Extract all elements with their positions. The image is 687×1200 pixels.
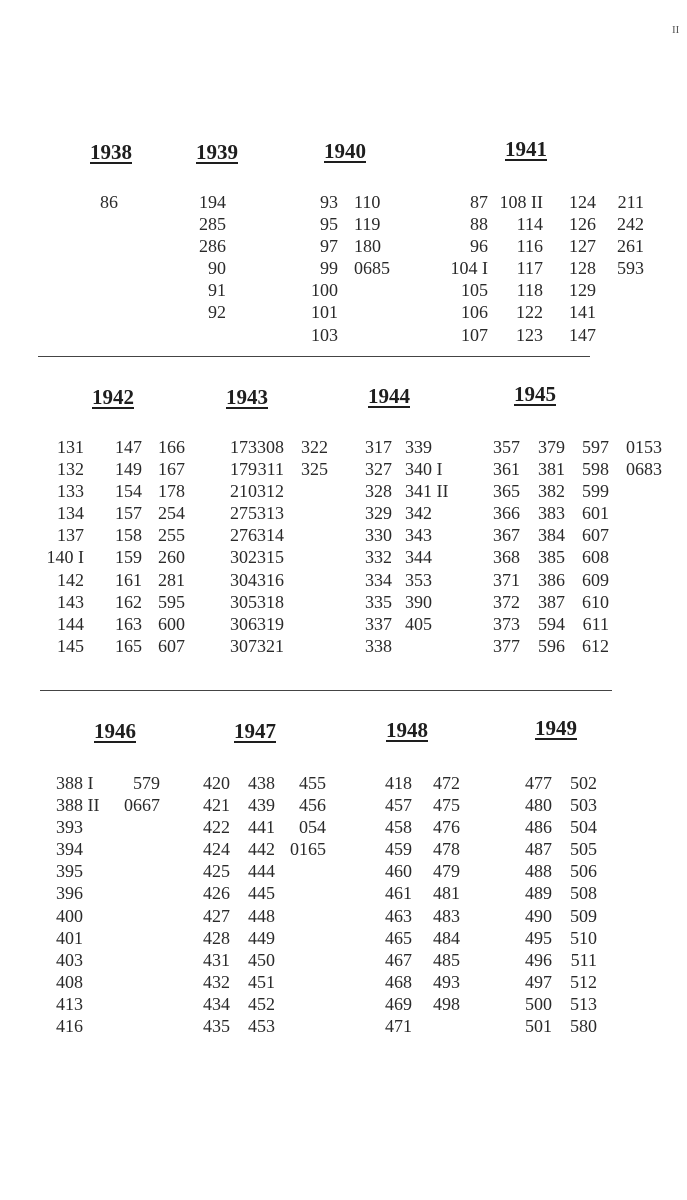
index-number: 339 [405, 437, 432, 457]
index-number: 0683 [626, 459, 662, 480]
index-number: 593 [617, 258, 644, 279]
index-number: 316 [257, 569, 284, 590]
index-number: 334 [365, 569, 392, 590]
index-number: 161 [115, 569, 142, 590]
index-number: 490 [525, 905, 552, 926]
year-heading-1938: 1938 [90, 140, 132, 164]
index-number: 179 [230, 459, 257, 480]
index-number: 308 [257, 437, 284, 457]
index-number: 612 [582, 635, 609, 656]
number-column [405, 436, 465, 635]
index-number: 340 I [405, 459, 443, 480]
index-number: 255 [158, 525, 185, 546]
number-column [24, 436, 84, 657]
index-number: 368 [493, 547, 520, 568]
index-number: 422 [203, 817, 230, 838]
number-column [549, 436, 609, 657]
index-number: 401 [56, 927, 83, 948]
year-heading-1939: 1939 [196, 140, 238, 164]
index-number: 487 [525, 839, 552, 860]
index-number: 281 [158, 569, 185, 590]
index-number: 116 [516, 236, 543, 257]
index-number: 261 [617, 236, 644, 257]
index-number: 579 [133, 773, 160, 793]
year-heading-1945: 1945 [514, 382, 556, 406]
index-number: 413 [56, 993, 83, 1014]
number-column [268, 436, 328, 480]
year-heading-1946: 1946 [94, 719, 136, 743]
index-number: 315 [257, 547, 284, 568]
index-number: 344 [405, 547, 432, 568]
section-divider [40, 690, 612, 691]
year-heading-1943: 1943 [226, 385, 268, 409]
index-number: 596 [538, 635, 565, 656]
index-number: 343 [405, 525, 432, 546]
index-number: 123 [516, 324, 543, 345]
index-number: 142 [57, 569, 84, 590]
index-number: 194 [199, 192, 226, 212]
year-heading-1949: 1949 [535, 716, 577, 740]
index-number: 428 [203, 927, 230, 948]
index-number: 353 [405, 569, 432, 590]
index-number: 377 [493, 635, 520, 656]
index-number: 456 [299, 795, 326, 816]
number-column [584, 191, 644, 279]
index-number: 285 [199, 214, 226, 235]
index-number: 159 [115, 547, 142, 568]
index-number: 503 [570, 795, 597, 816]
index-number: 127 [569, 236, 596, 257]
index-number: 448 [248, 905, 275, 926]
index-number: 379 [538, 437, 565, 457]
index-number: 325 [301, 459, 328, 480]
index-number: 332 [365, 547, 392, 568]
index-number: 445 [248, 883, 275, 904]
index-number: 97 [320, 236, 338, 257]
index-number: 390 [405, 591, 432, 612]
year-heading-1944: 1944 [368, 384, 410, 408]
index-number: 133 [57, 481, 84, 502]
index-number: 496 [525, 949, 552, 970]
number-column [166, 191, 226, 324]
index-number: 95 [320, 214, 338, 235]
index-number: 441 [248, 817, 275, 838]
index-number: 388 I [56, 773, 94, 793]
index-number: 493 [433, 971, 460, 992]
index-number: 311 [257, 459, 284, 480]
index-number: 149 [115, 459, 142, 480]
index-number: 481 [433, 883, 460, 904]
index-number: 318 [257, 591, 284, 612]
index-number: 455 [299, 773, 326, 793]
number-column [266, 772, 326, 860]
index-number: 431 [203, 949, 230, 970]
index-number: 165 [115, 635, 142, 656]
year-heading-1947: 1947 [234, 719, 276, 743]
index-number: 157 [115, 503, 142, 524]
index-number: 0667 [124, 795, 160, 816]
number-column [428, 191, 488, 346]
index-number: 366 [493, 503, 520, 524]
index-number: 211 [617, 192, 644, 212]
index-number: 458 [385, 817, 412, 838]
index-number: 459 [385, 839, 412, 860]
index-number: 124 [569, 192, 596, 212]
index-number: 608 [582, 547, 609, 568]
index-number: 510 [570, 927, 597, 948]
index-number: 173 [230, 437, 257, 457]
index-number: 137 [57, 525, 84, 546]
index-number: 610 [582, 591, 609, 612]
index-number: 180 [354, 236, 381, 257]
index-number: 92 [208, 302, 226, 323]
index-number: 335 [365, 591, 392, 612]
index-number: 86 [100, 192, 118, 212]
index-number: 312 [257, 481, 284, 502]
index-number: 495 [525, 927, 552, 948]
number-column [332, 436, 392, 657]
index-number: 485 [433, 949, 460, 970]
index-number: 434 [203, 993, 230, 1014]
index-number: 108 II [499, 192, 543, 212]
index-number: 438 [248, 773, 275, 793]
index-number: 580 [570, 1016, 597, 1037]
index-number: 400 [56, 905, 83, 926]
index-number: 338 [365, 635, 392, 656]
index-number: 463 [385, 905, 412, 926]
index-number: 330 [365, 525, 392, 546]
index-number: 480 [525, 795, 552, 816]
index-number: 126 [569, 214, 596, 235]
index-number: 319 [257, 613, 284, 634]
index-number: 242 [617, 214, 644, 235]
index-number: 361 [493, 459, 520, 480]
index-number: 371 [493, 569, 520, 590]
page-number: II [672, 24, 680, 36]
index-number: 416 [56, 1016, 83, 1037]
index-number: 607 [582, 525, 609, 546]
index-number: 395 [56, 861, 83, 882]
index-number: 469 [385, 993, 412, 1014]
index-number: 367 [493, 525, 520, 546]
index-number: 478 [433, 839, 460, 860]
index-number: 144 [57, 613, 84, 634]
index-number: 275 [230, 503, 257, 524]
index-number: 93 [320, 192, 338, 212]
index-number: 0153 [626, 437, 662, 457]
index-number: 327 [365, 459, 392, 480]
number-column [400, 772, 460, 1015]
index-number: 140 I [46, 547, 84, 568]
index-number: 365 [493, 481, 520, 502]
index-number: 385 [538, 547, 565, 568]
index-number: 166 [158, 437, 185, 457]
index-number: 118 [516, 280, 543, 301]
index-number: 317 [365, 437, 392, 457]
index-number: 457 [385, 795, 412, 816]
index-number: 501 [525, 1016, 552, 1037]
section-divider [38, 356, 590, 357]
index-number: 305 [230, 591, 257, 612]
index-number: 420 [203, 773, 230, 793]
index-number: 276 [230, 525, 257, 546]
index-number: 321 [257, 635, 284, 656]
index-number: 418 [385, 773, 412, 793]
index-number: 444 [248, 861, 275, 882]
index-number: 114 [516, 214, 543, 235]
index-number: 210 [230, 481, 257, 502]
index-number: 497 [525, 971, 552, 992]
index-number: 143 [57, 591, 84, 612]
index-number: 486 [525, 817, 552, 838]
index-number: 595 [158, 591, 185, 612]
year-heading-1948: 1948 [386, 718, 428, 742]
index-number: 054 [299, 817, 326, 838]
index-number: 314 [257, 525, 284, 546]
index-number: 122 [516, 302, 543, 323]
index-number: 432 [203, 971, 230, 992]
index-number: 475 [433, 795, 460, 816]
index-number: 387 [538, 591, 565, 612]
index-number: 304 [230, 569, 257, 590]
index-number: 468 [385, 971, 412, 992]
index-number: 403 [56, 949, 83, 970]
index-number: 302 [230, 547, 257, 568]
index-number: 506 [570, 861, 597, 882]
index-number: 461 [385, 883, 412, 904]
index-number: 373 [493, 613, 520, 634]
index-number: 471 [385, 1016, 412, 1037]
index-number: 405 [405, 613, 432, 634]
index-number: 328 [365, 481, 392, 502]
index-number: 357 [493, 437, 520, 457]
index-number: 483 [433, 905, 460, 926]
index-number: 90 [208, 258, 226, 279]
index-number: 103 [311, 324, 338, 345]
index-number: 99 [320, 258, 338, 279]
index-number: 502 [570, 773, 597, 793]
index-number: 452 [248, 993, 275, 1014]
index-number: 609 [582, 569, 609, 590]
number-column [354, 191, 414, 279]
index-number: 96 [470, 236, 488, 257]
index-number: 286 [199, 236, 226, 257]
index-number: 394 [56, 839, 83, 860]
index-number: 178 [158, 481, 185, 502]
index-number: 484 [433, 927, 460, 948]
index-number: 472 [433, 773, 460, 793]
index-number: 449 [248, 927, 275, 948]
index-number: 500 [525, 993, 552, 1014]
index-number: 421 [203, 795, 230, 816]
index-number: 131 [57, 437, 84, 457]
index-number: 384 [538, 525, 565, 546]
index-number: 488 [525, 861, 552, 882]
index-number: 607 [158, 635, 185, 656]
index-number: 393 [56, 817, 83, 838]
index-number: 87 [470, 192, 488, 212]
index-number: 105 [461, 280, 488, 301]
index-number: 313 [257, 503, 284, 524]
index-number: 167 [158, 459, 185, 480]
index-number: 465 [385, 927, 412, 948]
index-number: 467 [385, 949, 412, 970]
index-number: 119 [354, 214, 381, 235]
number-column [602, 436, 662, 480]
index-number: 128 [569, 258, 596, 279]
index-number: 476 [433, 817, 460, 838]
index-number: 594 [538, 613, 565, 634]
index-number: 598 [582, 459, 609, 480]
index-number: 129 [569, 280, 596, 301]
index-number: 498 [433, 993, 460, 1014]
number-column [537, 772, 597, 1037]
index-number: 158 [115, 525, 142, 546]
index-number: 322 [301, 437, 328, 457]
index-number: 477 [525, 773, 552, 793]
index-number: 508 [570, 883, 597, 904]
index-number: 106 [461, 302, 488, 323]
index-number: 342 [405, 503, 432, 524]
index-number: 0165 [290, 839, 326, 860]
index-number: 426 [203, 883, 230, 904]
index-number: 104 I [450, 258, 488, 279]
index-number: 512 [570, 971, 597, 992]
index-number: 372 [493, 591, 520, 612]
index-number: 107 [461, 324, 488, 345]
index-number: 601 [582, 503, 609, 524]
index-number: 424 [203, 839, 230, 860]
index-number: 383 [538, 503, 565, 524]
index-number: 147 [569, 324, 596, 345]
index-number: 341 II [405, 481, 449, 502]
index-number: 163 [115, 613, 142, 634]
index-number: 460 [385, 861, 412, 882]
index-number: 450 [248, 949, 275, 970]
index-number: 141 [569, 302, 596, 323]
index-number: 381 [538, 459, 565, 480]
index-number: 329 [365, 503, 392, 524]
index-number: 599 [582, 481, 609, 502]
index-number: 386 [538, 569, 565, 590]
index-number: 162 [115, 591, 142, 612]
index-number: 396 [56, 883, 83, 904]
index-number: 408 [56, 971, 83, 992]
index-number: 110 [354, 192, 381, 212]
index-number: 479 [433, 861, 460, 882]
year-heading-1941: 1941 [505, 137, 547, 161]
number-column [125, 436, 185, 657]
index-number: 0685 [354, 258, 390, 279]
index-number: 306 [230, 613, 257, 634]
index-number: 597 [582, 437, 609, 457]
index-number: 132 [57, 459, 84, 480]
index-number: 388 II [56, 795, 100, 816]
index-number: 427 [203, 905, 230, 926]
number-column [483, 191, 543, 346]
index-number: 307 [230, 635, 257, 656]
index-number: 154 [115, 481, 142, 502]
index-number: 88 [470, 214, 488, 235]
number-column [58, 191, 118, 213]
index-number: 425 [203, 861, 230, 882]
index-number: 504 [570, 817, 597, 838]
index-number: 147 [115, 437, 142, 457]
index-number: 100 [311, 280, 338, 301]
index-number: 439 [248, 795, 275, 816]
index-number: 505 [570, 839, 597, 860]
index-number: 600 [158, 613, 185, 634]
index-number: 337 [365, 613, 392, 634]
index-number: 442 [248, 839, 275, 860]
index-number: 145 [57, 635, 84, 656]
number-column [278, 191, 338, 346]
index-number: 451 [248, 971, 275, 992]
index-number: 513 [570, 993, 597, 1014]
index-number: 509 [570, 905, 597, 926]
year-heading-1940: 1940 [324, 139, 366, 163]
index-number: 91 [208, 280, 226, 301]
index-number: 117 [516, 258, 543, 279]
index-number: 134 [57, 503, 84, 524]
index-number: 489 [525, 883, 552, 904]
index-number: 101 [311, 302, 338, 323]
index-number: 611 [582, 613, 609, 634]
index-number: 382 [538, 481, 565, 502]
index-number: 511 [570, 949, 597, 970]
index-number: 254 [158, 503, 185, 524]
year-heading-1942: 1942 [92, 385, 134, 409]
index-number: 453 [248, 1016, 275, 1037]
index-number: 260 [158, 547, 185, 568]
number-column [100, 772, 160, 816]
index-number: 435 [203, 1016, 230, 1037]
